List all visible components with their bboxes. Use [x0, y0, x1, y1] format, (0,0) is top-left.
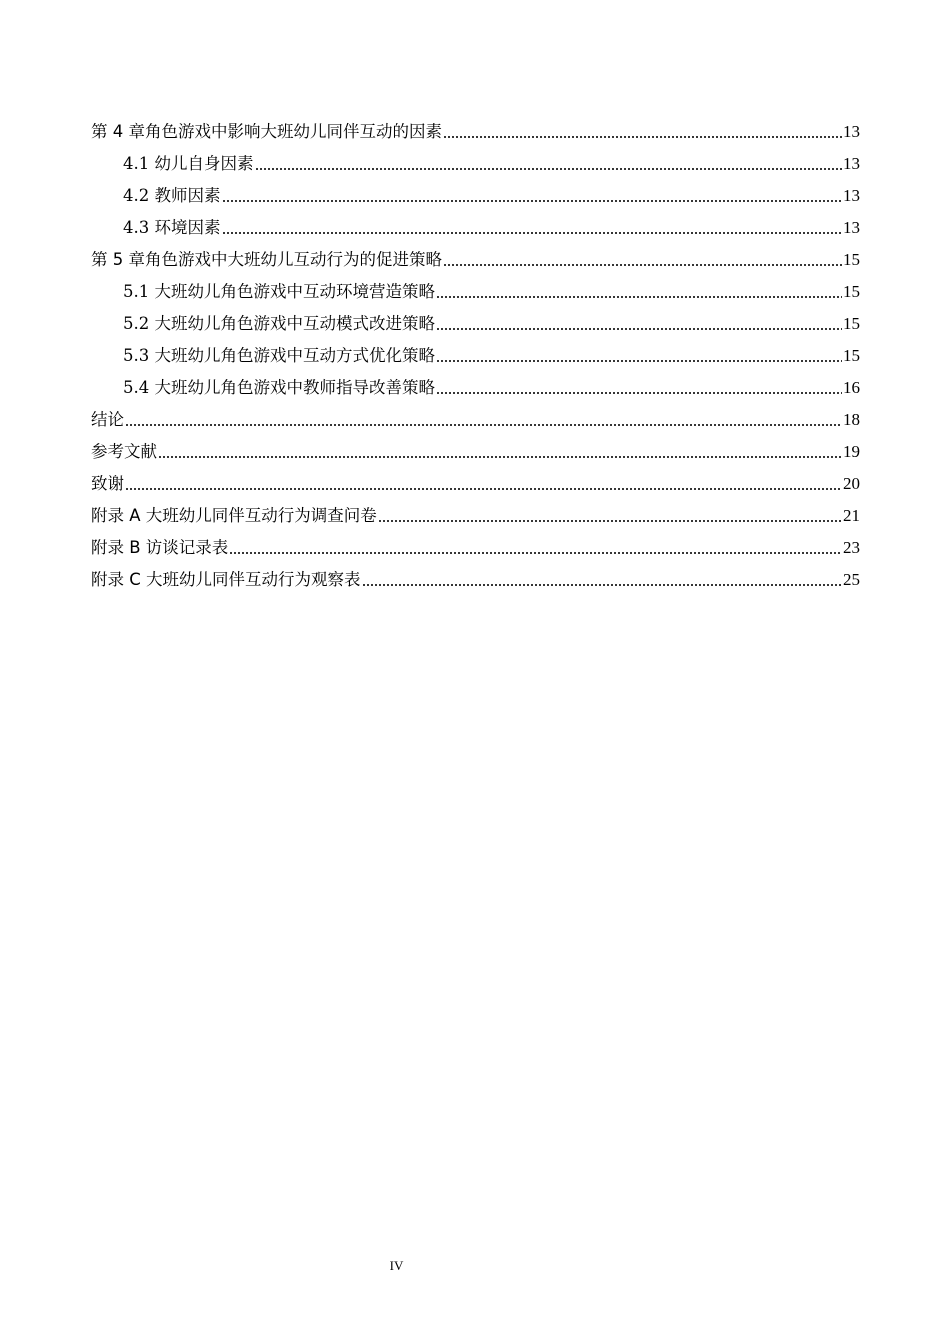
- toc-entry-5-1[interactable]: [91, 276, 860, 308]
- toc-entry-title: 5.1 大班幼儿角色游戏中互动环境营造策略: [123, 282, 435, 301]
- toc-entry-chapter-5[interactable]: [91, 244, 860, 276]
- dot-leader: [436, 294, 842, 300]
- toc-entry-page: 13: [843, 122, 860, 141]
- toc-entry-page: 15: [843, 314, 860, 333]
- toc-entry-title: 参考文献: [91, 442, 157, 461]
- toc-entry-title: 致谢: [91, 474, 124, 493]
- toc-entry-5-3[interactable]: [91, 340, 860, 372]
- toc-entry-chapter-4[interactable]: [91, 116, 860, 148]
- dot-leader: [362, 582, 842, 588]
- toc-entry-appendix-c[interactable]: [91, 564, 860, 596]
- dot-leader: [436, 358, 842, 364]
- toc-entry-page: 13: [843, 154, 860, 173]
- toc-entry-appendix-a[interactable]: [91, 500, 860, 532]
- toc-entry-acknowledgements[interactable]: [91, 468, 860, 500]
- toc-entry-title: 附录 A 大班幼儿同伴互动行为调查问卷: [91, 506, 377, 525]
- toc-entry-page: 23: [843, 538, 860, 557]
- toc-entry-4-1[interactable]: [91, 148, 860, 180]
- dot-leader: [443, 262, 842, 268]
- dot-leader: [229, 550, 842, 556]
- toc-entry-conclusion[interactable]: [91, 404, 860, 436]
- toc-entry-page: 13: [843, 218, 860, 237]
- dot-leader: [125, 486, 842, 492]
- toc-entry-5-4[interactable]: [91, 372, 860, 404]
- toc-entry-title: 第 5 章角色游戏中大班幼儿互动行为的促进策略: [91, 250, 442, 269]
- dot-leader: [443, 134, 842, 140]
- toc-entry-appendix-b[interactable]: [91, 532, 860, 564]
- toc-entry-title: 第 4 章角色游戏中影响大班幼儿同伴互动的因素: [91, 122, 442, 141]
- toc-entry-title: 附录 B 访谈记录表: [91, 538, 229, 557]
- table-of-contents: [91, 116, 860, 596]
- dot-leader: [255, 166, 843, 172]
- toc-entry-title: 4.2 教师因素: [123, 186, 221, 205]
- toc-entry-page: 15: [843, 282, 860, 301]
- toc-entry-title: 5.3 大班幼儿角色游戏中互动方式优化策略: [123, 346, 435, 365]
- dot-leader: [158, 454, 842, 460]
- toc-entry-title: 4.3 环境因素: [123, 218, 221, 237]
- toc-entry-page: 19: [843, 442, 860, 461]
- toc-entry-4-3[interactable]: [91, 212, 860, 244]
- toc-entry-page: 13: [843, 186, 860, 205]
- toc-entry-title: 5.4 大班幼儿角色游戏中教师指导改善策略: [123, 378, 435, 397]
- toc-entry-title: 附录 C 大班幼儿同伴互动行为观察表: [91, 570, 361, 589]
- toc-entry-4-2[interactable]: [91, 180, 860, 212]
- toc-entry-title: 结论: [91, 410, 124, 429]
- dot-leader: [222, 198, 843, 204]
- page-number-footer: IV: [389, 1258, 404, 1273]
- dot-leader: [436, 326, 842, 332]
- dot-leader: [378, 518, 842, 524]
- toc-entry-page: 16: [843, 378, 860, 397]
- dot-leader: [436, 390, 842, 396]
- toc-entry-page: 25: [843, 570, 860, 589]
- toc-entry-title: 5.2 大班幼儿角色游戏中互动模式改进策略: [123, 314, 435, 333]
- toc-entry-page: 20: [843, 474, 860, 493]
- dot-leader: [222, 230, 843, 236]
- toc-entry-page: 15: [843, 346, 860, 365]
- toc-entry-references[interactable]: [91, 436, 860, 468]
- toc-entry-page: 21: [843, 506, 860, 525]
- toc-entry-5-2[interactable]: [91, 308, 860, 340]
- dot-leader: [125, 422, 842, 428]
- toc-entry-title: 4.1 幼儿自身因素: [123, 154, 254, 173]
- toc-entry-page: 18: [843, 410, 860, 429]
- toc-entry-page: 15: [843, 250, 860, 269]
